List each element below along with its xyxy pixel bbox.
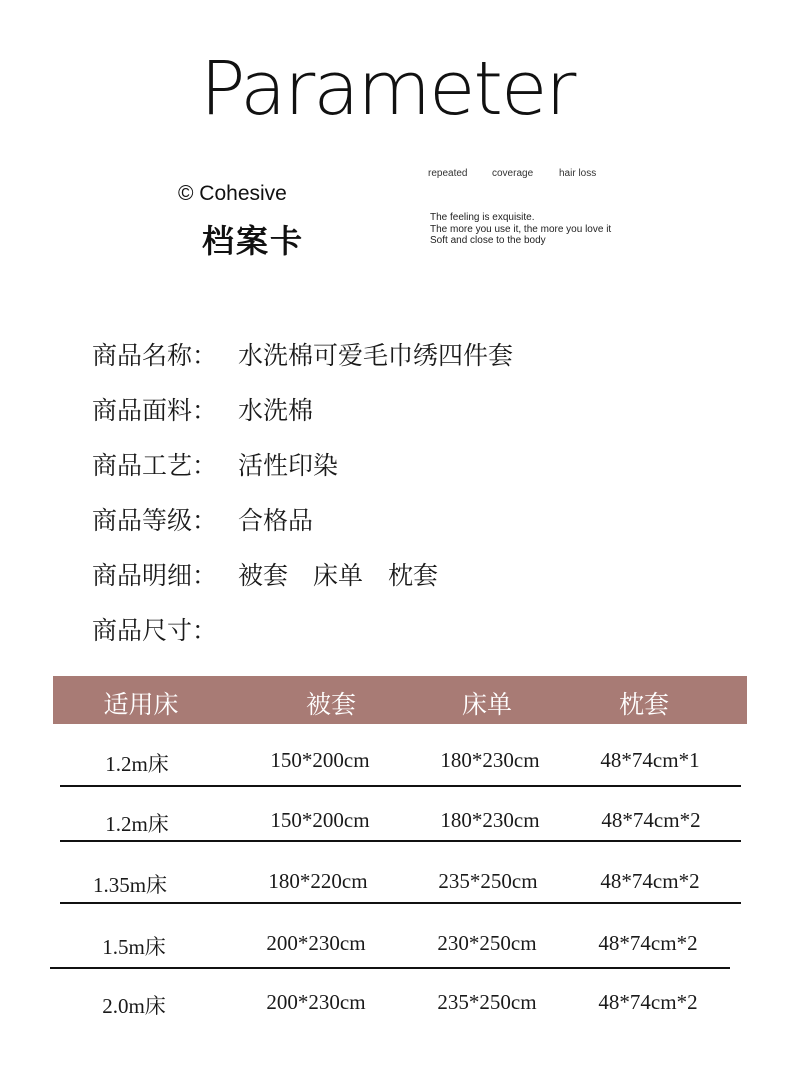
- spec-value: 活性印染: [238, 451, 339, 480]
- spec-row-name: [92, 336, 513, 391]
- spec-value: 合格品: [238, 506, 314, 535]
- tag-repeated: repeated: [428, 168, 468, 179]
- spec-label: 商品明细：: [92, 561, 218, 590]
- page-title: Parameter: [200, 46, 575, 132]
- table-cell: 200*230cm: [266, 931, 366, 955]
- card-title: 档案卡: [202, 222, 305, 260]
- table-cell: 48*74cm*1: [600, 748, 700, 772]
- column-header-bed: 适用床: [103, 692, 179, 719]
- spec-row-craft: [92, 446, 513, 501]
- column-header-pillowcase: 枕套: [618, 692, 670, 719]
- slogan-line: Soft and close to the body: [430, 235, 546, 246]
- spec-label: 商品面料：: [92, 396, 218, 425]
- table-cell: 1.2m床: [105, 812, 169, 836]
- tag-coverage: coverage: [492, 168, 534, 179]
- table-cell: 230*250cm: [437, 931, 537, 955]
- table-cell: 48*74cm*2: [601, 808, 701, 832]
- slogan-line: The more you use it, the more you love it: [430, 223, 612, 235]
- spec-row-size: [92, 611, 513, 666]
- column-header-sheet: 床单: [461, 692, 513, 719]
- table-cell: 180*230cm: [440, 748, 540, 772]
- spec-label: 商品尺寸：: [92, 616, 218, 645]
- row-divider: [60, 785, 741, 787]
- table-cell: 1.35m床: [92, 873, 168, 897]
- spec-row-fabric: [92, 391, 513, 446]
- slogan: [430, 212, 611, 247]
- brand-name: © Cohesive: [178, 182, 287, 205]
- spec-value: 水洗棉可爱毛巾绣四件套: [238, 341, 514, 370]
- table-cell: 1.2m床: [105, 752, 169, 776]
- spec-label: 商品等级：: [92, 506, 218, 535]
- row-divider: [60, 902, 741, 904]
- spec-row-detail: [92, 556, 513, 611]
- table-cell: 1.5m床: [102, 935, 166, 959]
- row-divider: [50, 967, 730, 969]
- table-cell: 235*250cm: [437, 990, 537, 1014]
- size-table-header: [53, 676, 747, 724]
- spec-row-grade: [92, 501, 513, 556]
- table-cell: 235*250cm: [438, 869, 538, 893]
- table-cell: 180*220cm: [268, 869, 368, 893]
- table-cell: 150*200cm: [270, 808, 370, 832]
- slogan-line: The feeling is exquisite.: [430, 212, 535, 223]
- tag-hair-loss: hair loss: [559, 168, 597, 179]
- table-cell: 48*74cm*2: [598, 990, 698, 1014]
- column-header-duvet: 被套: [305, 692, 357, 719]
- table-cell: 200*230cm: [266, 990, 366, 1014]
- table-cell: 48*74cm*2: [598, 931, 698, 955]
- spec-label: 商品名称：: [92, 341, 218, 370]
- spec-label: 商品工艺：: [92, 451, 218, 480]
- spec-list: [92, 336, 513, 666]
- spec-value: 被套 床单 枕套: [238, 561, 439, 590]
- table-cell: 150*200cm: [270, 748, 370, 772]
- row-divider: [60, 840, 741, 842]
- table-cell: 180*230cm: [440, 808, 540, 832]
- spec-value: 水洗棉: [238, 396, 314, 425]
- table-cell: 2.0m床: [102, 994, 166, 1018]
- table-cell: 48*74cm*2: [600, 869, 700, 893]
